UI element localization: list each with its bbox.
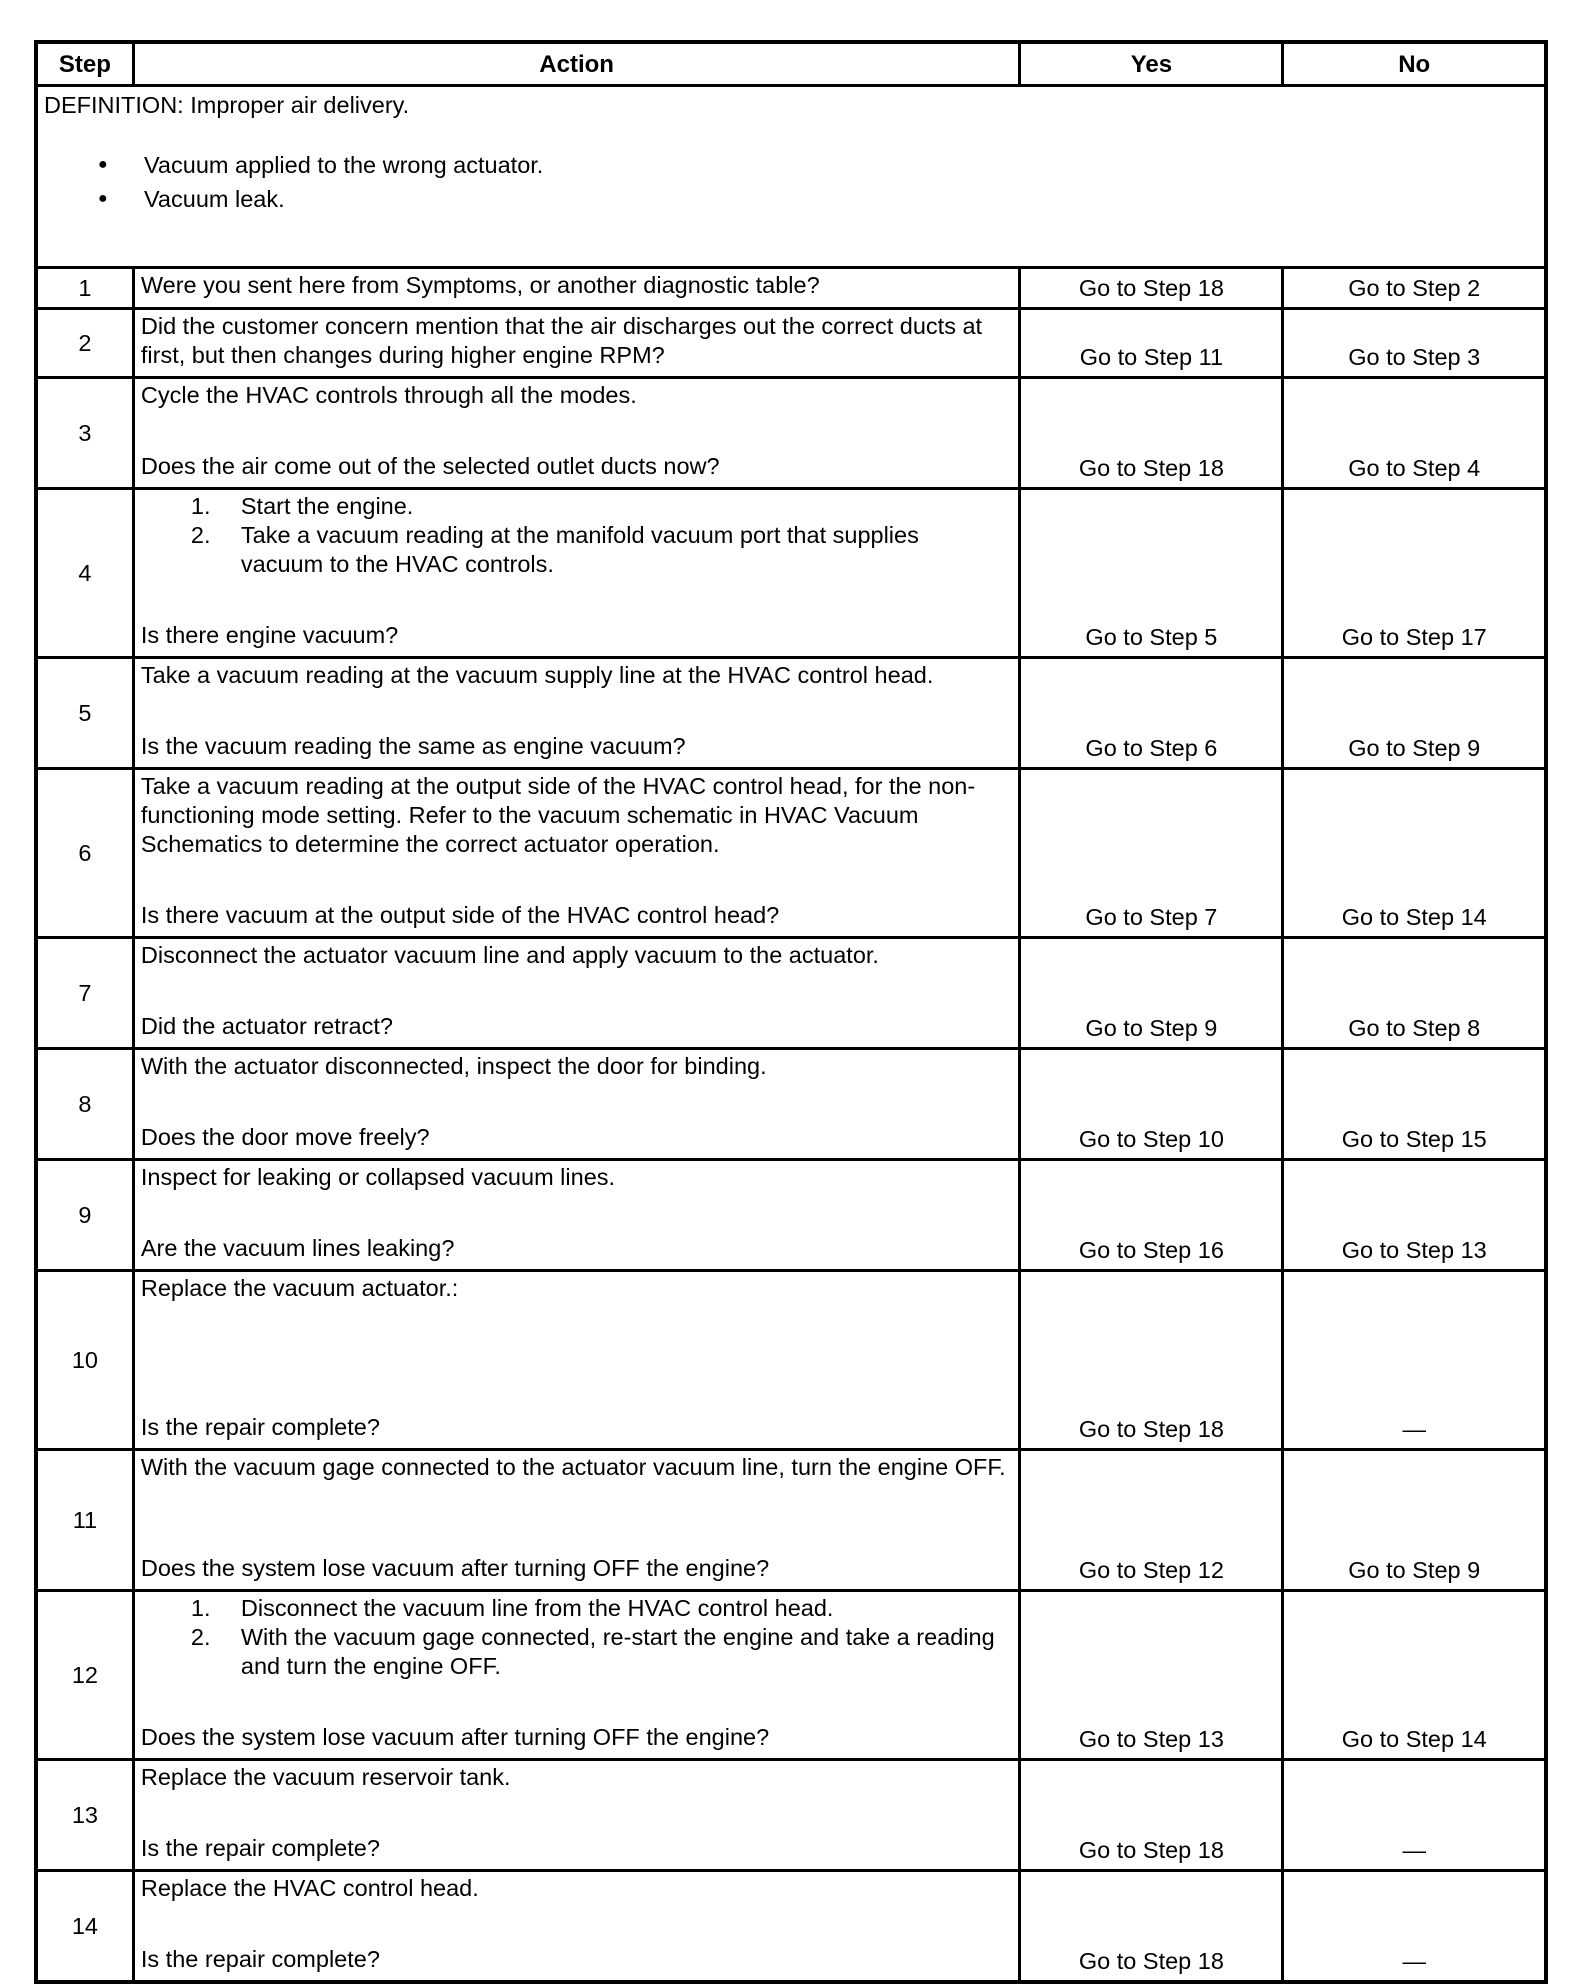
yes-result: Go to Step 12	[1020, 1450, 1283, 1591]
action-content	[141, 1274, 1015, 1442]
action-question: Is the repair complete?	[140, 1835, 380, 1861]
action-text: Replace the vacuum actuator.:	[140, 1275, 459, 1301]
action-content	[141, 271, 1015, 301]
action-cell	[133, 1591, 1020, 1760]
action-cell	[133, 1049, 1020, 1160]
yes-result: Go to Step 18	[1020, 1271, 1283, 1450]
step-number: 4	[36, 489, 133, 658]
action-step-text: Take a vacuum reading at the manifold vacuum port that supplies vacuum to the HVAC controls.	[240, 522, 919, 577]
definition-row	[36, 86, 1546, 268]
step-number: 7	[36, 938, 133, 1049]
definition-bullet: ● Vacuum applied to the wrong actuator.	[44, 148, 1538, 182]
yes-result: Go to Step 7	[1020, 769, 1283, 938]
action-question: Does the system lose vacuum after turning OFF the engine?	[140, 1555, 770, 1581]
table-row	[36, 309, 1546, 378]
yes-result: Go to Step 10	[1020, 1049, 1283, 1160]
table-row	[36, 1871, 1546, 1983]
action-step-number: 2.	[190, 1624, 211, 1650]
action-cell	[133, 1871, 1020, 1983]
header-no: No	[1283, 42, 1546, 86]
definition-title: DEFINITION: Improper air delivery.	[44, 92, 410, 118]
action-question: Did the actuator retract?	[140, 1013, 393, 1039]
no-result: —	[1283, 1760, 1546, 1871]
action-text: With the actuator disconnected, inspect the door for binding.	[140, 1053, 767, 1079]
no-result: Go to Step 4	[1283, 378, 1546, 489]
step-number: 14	[36, 1871, 133, 1983]
yes-result: Go to Step 9	[1020, 938, 1283, 1049]
table-row	[36, 268, 1546, 309]
header-yes: Yes	[1020, 42, 1283, 86]
table-row	[36, 1591, 1546, 1760]
definition-bullets	[44, 148, 1538, 216]
action-cell	[133, 1760, 1020, 1871]
no-result: —	[1283, 1871, 1546, 1983]
action-content	[141, 661, 1015, 761]
no-result: Go to Step 14	[1283, 1591, 1546, 1760]
action-content	[141, 1453, 1015, 1583]
table-row	[36, 658, 1546, 769]
action-question: Is there vacuum at the output side of the HVAC control head?	[140, 902, 780, 928]
action-question: Does the air come out of the selected outlet ducts now?	[140, 453, 720, 479]
action-cell	[133, 1450, 1020, 1591]
step-number: 11	[36, 1450, 133, 1591]
action-step-number: 1.	[190, 493, 211, 519]
yes-result: Go to Step 6	[1020, 658, 1283, 769]
no-result: Go to Step 2	[1283, 268, 1546, 309]
header-step: Step	[36, 42, 133, 86]
action-text: Disconnect the actuator vacuum line and apply vacuum to the actuator.	[140, 942, 879, 968]
action-step-number: 1.	[190, 1595, 211, 1621]
yes-result: Go to Step 18	[1020, 1871, 1283, 1983]
table-row	[36, 1760, 1546, 1871]
action-cell	[133, 268, 1020, 309]
table-row	[36, 1271, 1546, 1450]
yes-result: Go to Step 5	[1020, 489, 1283, 658]
action-cell	[133, 658, 1020, 769]
table-row	[36, 378, 1546, 489]
action-text: With the vacuum gage connected to the actuator vacuum line, turn the engine OFF.	[140, 1454, 1006, 1480]
action-question: Is the repair complete?	[140, 1414, 380, 1440]
no-result: Go to Step 9	[1283, 1450, 1546, 1591]
action-question: Does the system lose vacuum after turning OFF the engine?	[140, 1724, 770, 1750]
action-step-item	[141, 521, 1015, 579]
table-row	[36, 938, 1546, 1049]
header-action: Action	[133, 42, 1020, 86]
action-content	[141, 1052, 1015, 1152]
action-content	[141, 312, 1015, 370]
yes-result: Go to Step 18	[1020, 378, 1283, 489]
step-number: 5	[36, 658, 133, 769]
yes-result: Go to Step 18	[1020, 1760, 1283, 1871]
action-text: Take a vacuum reading at the output side of the HVAC control head, for the non-functioning mode setting. Refer to the vacuum schematic in HVAC Vacuum Schematics to determine the correct actuator operation.	[140, 773, 976, 857]
no-result: —	[1283, 1271, 1546, 1450]
step-number: 2	[36, 309, 133, 378]
action-cell	[133, 378, 1020, 489]
action-cell	[133, 309, 1020, 378]
table-row	[36, 769, 1546, 938]
step-number: 9	[36, 1160, 133, 1271]
definition-bullet: ● Vacuum leak.	[44, 182, 1538, 216]
action-content	[141, 941, 1015, 1041]
action-step-text: Start the engine.	[240, 493, 414, 519]
action-text: Were you sent here from Symptoms, or another diagnostic table?	[140, 272, 820, 298]
action-step-item	[141, 1623, 1015, 1681]
yes-result: Go to Step 18	[1020, 268, 1283, 309]
action-step-item	[141, 1594, 1015, 1623]
no-result: Go to Step 13	[1283, 1160, 1546, 1271]
step-number: 6	[36, 769, 133, 938]
step-number: 3	[36, 378, 133, 489]
action-steps-list	[141, 492, 1015, 579]
action-step-text: Disconnect the vacuum line from the HVAC control head.	[240, 1595, 834, 1621]
definition-cell	[36, 86, 1546, 268]
action-content	[141, 492, 1015, 650]
diagnostic-table	[34, 40, 1548, 1984]
no-result: Go to Step 3	[1283, 309, 1546, 378]
action-step-text: With the vacuum gage connected, re-start the engine and take a reading and turn the engine OFF.	[240, 1624, 995, 1679]
table-row	[36, 1450, 1546, 1591]
action-text: Did the customer concern mention that the air discharges out the correct ducts at first, but then changes during higher engine RPM?	[140, 313, 983, 368]
no-result: Go to Step 17	[1283, 489, 1546, 658]
action-question: Does the door move freely?	[140, 1124, 430, 1150]
step-number: 8	[36, 1049, 133, 1160]
table-row	[36, 1160, 1546, 1271]
action-step-number: 2.	[190, 522, 211, 548]
action-cell	[133, 1271, 1020, 1450]
yes-result: Go to Step 11	[1020, 309, 1283, 378]
action-question: Are the vacuum lines leaking?	[140, 1235, 455, 1261]
action-cell	[133, 1160, 1020, 1271]
action-text: Replace the HVAC control head.	[140, 1875, 479, 1901]
action-content	[141, 1763, 1015, 1863]
step-number: 12	[36, 1591, 133, 1760]
action-cell	[133, 769, 1020, 938]
table-row	[36, 1049, 1546, 1160]
action-cell	[133, 938, 1020, 1049]
action-steps-list	[141, 1594, 1015, 1681]
action-content	[141, 772, 1015, 930]
action-text: Take a vacuum reading at the vacuum supply line at the HVAC control head.	[140, 662, 934, 688]
no-result: Go to Step 15	[1283, 1049, 1546, 1160]
no-result: Go to Step 14	[1283, 769, 1546, 938]
step-number: 13	[36, 1760, 133, 1871]
table-row	[36, 489, 1546, 658]
action-step-item	[141, 492, 1015, 521]
action-content	[141, 381, 1015, 481]
header-row	[36, 42, 1546, 86]
action-question: Is there engine vacuum?	[140, 622, 399, 648]
action-content	[141, 1594, 1015, 1752]
action-cell	[133, 489, 1020, 658]
action-text: Replace the vacuum reservoir tank.	[140, 1764, 511, 1790]
action-question: Is the vacuum reading the same as engine vacuum?	[140, 733, 686, 759]
action-question: Is the repair complete?	[140, 1946, 380, 1972]
step-number: 1	[36, 268, 133, 309]
no-result: Go to Step 9	[1283, 658, 1546, 769]
step-number: 10	[36, 1271, 133, 1450]
yes-result: Go to Step 16	[1020, 1160, 1283, 1271]
action-text: Inspect for leaking or collapsed vacuum lines.	[140, 1164, 616, 1190]
action-content	[141, 1163, 1015, 1263]
action-text: Cycle the HVAC controls through all the modes.	[140, 382, 637, 408]
action-content	[141, 1874, 1015, 1974]
yes-result: Go to Step 13	[1020, 1591, 1283, 1760]
no-result: Go to Step 8	[1283, 938, 1546, 1049]
